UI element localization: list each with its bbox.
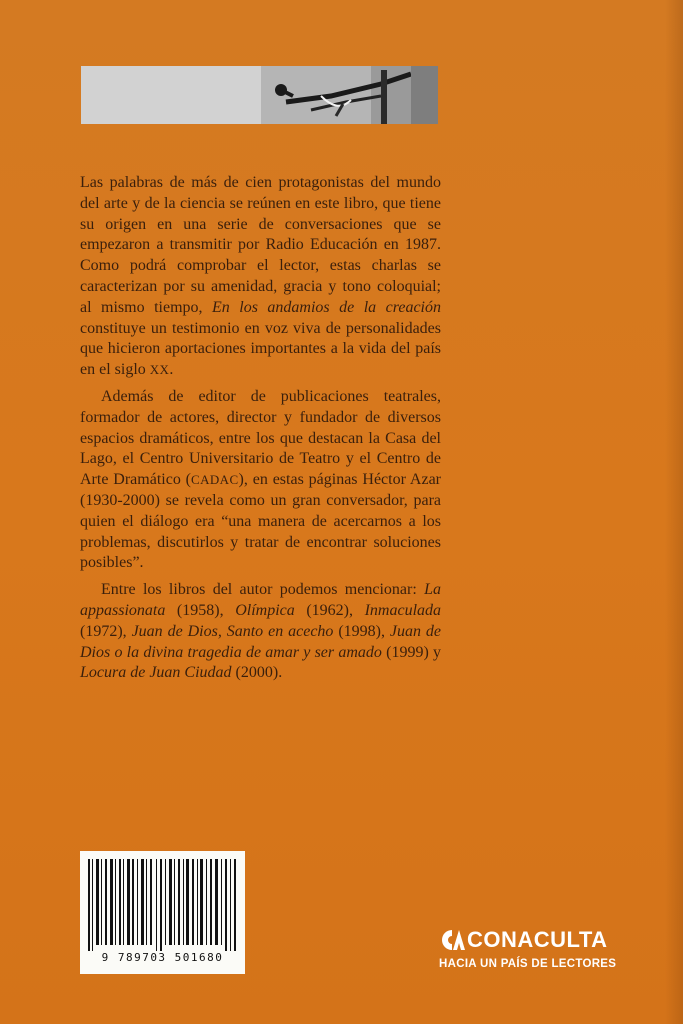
text-run: (1999) y <box>381 643 442 661</box>
text-run: (1958), <box>165 601 236 619</box>
photo-strip-microphone <box>81 66 438 124</box>
text-run: Las palabras de más de cien protagonistas del mundo del arte y de la ciencia se reúnen en este libro, que tiene su origen en una serie de conversaciones que se empezaron a transmitir por Radio Educación en 1987. Como podrá comprobar el lector, estas charlas se caracterizan por su amenidad, gracia y tono coloquial; al mismo tiempo, <box>80 174 441 316</box>
work-title-italic: Juan de Dios, Santo en acecho <box>131 622 334 640</box>
acronym-smallcaps: CADAC <box>191 472 239 488</box>
book-title-italic: En los andamios de la creación <box>212 298 442 316</box>
blurb-paragraph-2 <box>80 387 441 574</box>
back-cover-blurb <box>80 173 441 684</box>
text-run: Además de editor de publicaciones teatrales, formador de actores, director y fundador de diversos espacios dramáticos, entre los que destacan la Casa del Lago, el Centro Universitario de Teatro y el Centro de Arte Dramático ( <box>80 387 441 489</box>
publisher-name: CONACULTA <box>467 927 608 952</box>
century-smallcaps: XX <box>149 362 170 378</box>
isbn-number: 9 789703 501680 <box>101 951 224 964</box>
work-title-italic: Locura de Juan Ciudad <box>80 664 232 682</box>
work-title-italic: Olímpica <box>235 601 295 619</box>
text-run: (1962), <box>294 601 365 619</box>
publisher-logo <box>439 929 649 970</box>
text-run: constituye un testimonio en voz viva de personalidades que hicieron aportaciones importantes a la vida del país en el siglo <box>80 319 441 379</box>
conaculta-wordmark <box>439 929 649 951</box>
blurb-paragraph-1 <box>80 173 441 381</box>
work-title-italic: Inmaculada <box>364 601 442 619</box>
cover-edge-shadow <box>665 0 683 1024</box>
conaculta-emblem-icon <box>439 929 465 951</box>
isbn-barcode <box>80 851 245 974</box>
microphone-photo <box>81 66 438 124</box>
blurb-paragraph-3 <box>80 580 441 684</box>
text-run: ), en estas páginas Héctor Azar (1930-2000) se revela como un gran conversador, para quien el diálogo era “una manera de acercarnos a los problemas, discutirlos y tratar de encontrar soluciones posibles”. <box>80 471 442 572</box>
text-run: (1972), <box>80 622 132 640</box>
text-run: . <box>169 361 174 379</box>
work-title-italic: Juan de Dios o la divina tragedia de amar y ser amado <box>80 622 442 661</box>
text-run: (2000). <box>231 664 283 682</box>
work-title-italic: La appassionata <box>80 581 441 619</box>
text-run: Entre los libros del autor podemos mencionar: <box>101 581 425 599</box>
publisher-tagline: HACIA UN PAÍS DE LECTORES <box>439 958 617 970</box>
barcode-bars <box>86 859 239 951</box>
text-run: (1998), <box>333 622 390 640</box>
